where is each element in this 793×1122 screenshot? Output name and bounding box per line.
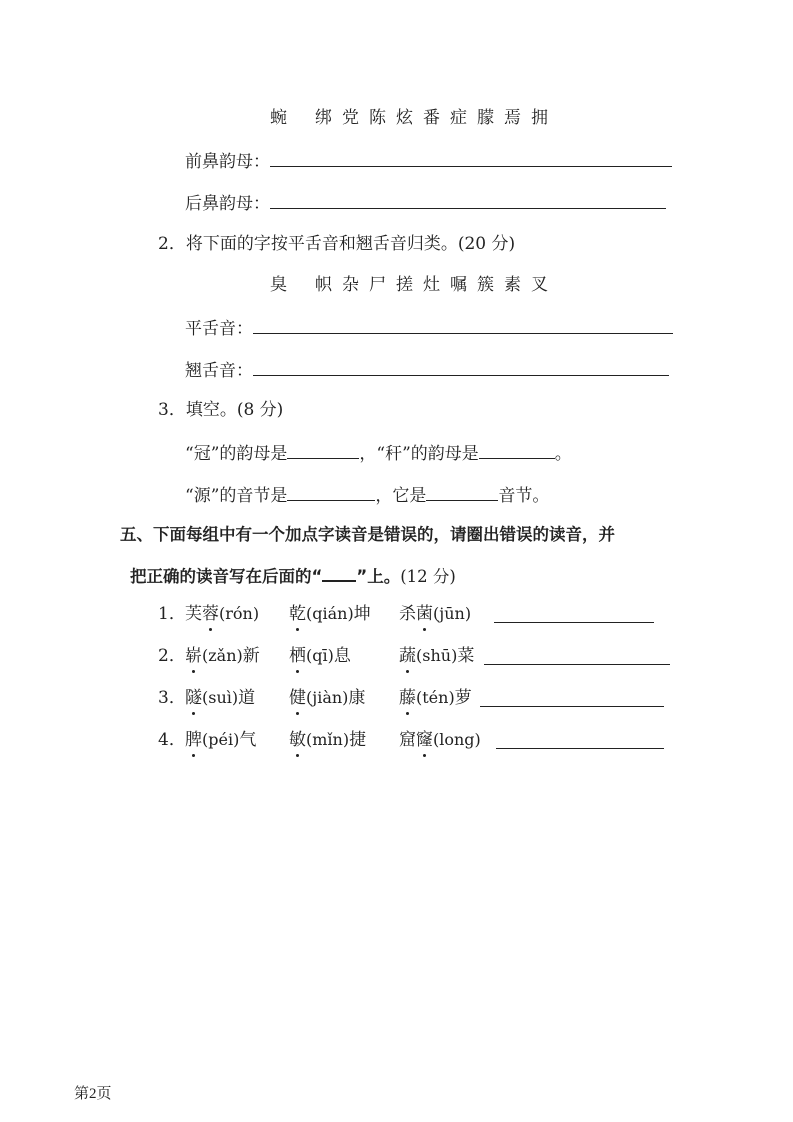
- word-item[interactable]: [289, 686, 365, 710]
- front-nasal-row: [185, 148, 672, 174]
- word-item[interactable]: [289, 728, 366, 752]
- word-char: 息: [333, 646, 351, 666]
- title-text: ”上。: [356, 567, 401, 586]
- fill-text: “冠”的韵母是: [185, 444, 288, 464]
- pinyin: (long): [433, 730, 481, 749]
- answer-blank-sample: [322, 566, 356, 582]
- word-item[interactable]: [185, 602, 259, 626]
- correction-answer-line[interactable]: [494, 604, 654, 623]
- pinyin-row: [158, 644, 475, 668]
- pinyin-row: [158, 686, 472, 710]
- pinyin: (mǐn): [306, 730, 350, 749]
- row-number: 3．: [158, 688, 186, 708]
- word-item[interactable]: [185, 644, 260, 668]
- correction-answer-line[interactable]: [484, 646, 670, 665]
- pinyin-row: [158, 728, 481, 752]
- title-score: (12 分): [400, 567, 456, 586]
- retroflex-label: 翘舌音：: [185, 361, 253, 381]
- fill-blank[interactable]: [287, 482, 375, 501]
- word-char: 芙: [185, 604, 202, 624]
- fill-blank[interactable]: [426, 482, 498, 501]
- char: 帜: [315, 275, 332, 295]
- question-2: 2．将下面的字按平舌音和翘舌音归类。(20 分): [158, 234, 516, 254]
- word-char: 捷: [349, 730, 367, 750]
- char: 灶: [423, 275, 440, 295]
- dotted-char: 菌: [416, 604, 433, 624]
- word-item[interactable]: [185, 686, 255, 710]
- pinyin: (suì): [202, 688, 239, 707]
- dotted-char: 敏: [289, 730, 306, 750]
- char: 簇: [477, 275, 494, 295]
- dotted-char: 蓉: [202, 604, 219, 624]
- row-number: 1．: [158, 604, 186, 624]
- char: 番: [423, 108, 440, 128]
- fill-text: 。: [554, 444, 572, 464]
- dotted-char: 藤: [399, 688, 416, 708]
- word-item[interactable]: [399, 686, 472, 710]
- correction-answer-line[interactable]: [480, 688, 664, 707]
- front-nasal-label: 前鼻韵母：: [185, 152, 270, 172]
- fill-text: “源”的音节是: [185, 486, 288, 506]
- char: 焉: [504, 108, 521, 128]
- page-number: 第2页: [74, 1086, 112, 1102]
- char: 搓: [396, 275, 413, 295]
- retroflex-answer-line[interactable]: [253, 357, 669, 376]
- pinyin: (tén): [416, 688, 455, 707]
- question-3: 3．填空。(8 分): [158, 400, 284, 420]
- fill-row-2: [185, 482, 549, 508]
- dotted-char: 蔬: [399, 646, 416, 666]
- flat-tongue-label: 平舌音：: [185, 319, 253, 339]
- word-char: 康: [348, 688, 366, 708]
- pinyin: (péi): [202, 730, 240, 749]
- word-char: 新: [242, 646, 260, 666]
- char-list-tongue: [270, 273, 558, 297]
- pinyin: (jūn): [433, 604, 472, 623]
- word-item[interactable]: [185, 728, 256, 752]
- pinyin: (jiàn): [306, 688, 349, 707]
- fill-text: 音节。: [498, 486, 550, 506]
- flat-tongue-answer-line[interactable]: [253, 315, 673, 334]
- word-char: 坤: [353, 604, 371, 624]
- word-char: 气: [239, 730, 257, 750]
- back-nasal-answer-line[interactable]: [270, 190, 666, 209]
- word-item[interactable]: [289, 644, 351, 668]
- char: 绑: [315, 108, 332, 128]
- word-item[interactable]: [399, 728, 481, 752]
- fill-text: ，它是: [375, 486, 427, 506]
- correction-answer-line[interactable]: [496, 730, 664, 749]
- dotted-char: 栖: [289, 646, 306, 666]
- word-char: 窟: [399, 730, 416, 750]
- char: 尸: [369, 275, 386, 295]
- dotted-char: 窿: [416, 730, 433, 750]
- char-list-nasal: [270, 106, 558, 130]
- char: 朦: [477, 108, 494, 128]
- fill-blank[interactable]: [287, 440, 359, 459]
- row-number: 4．: [158, 730, 186, 750]
- word-item[interactable]: [399, 644, 474, 668]
- char: 炫: [396, 108, 413, 128]
- dotted-char: 隧: [185, 688, 202, 708]
- dotted-char: 乾: [289, 604, 306, 624]
- section-5-title: 五、下面每组中有一个加点字读音是错误的，请圈出错误的读音，并: [120, 525, 615, 544]
- char: 陈: [369, 108, 386, 128]
- fill-row-1: [185, 440, 572, 466]
- char: 臭: [270, 275, 287, 295]
- word-char: 道: [238, 688, 256, 708]
- word-item[interactable]: [289, 602, 371, 626]
- front-nasal-answer-line[interactable]: [270, 148, 672, 167]
- char: 拥: [531, 108, 548, 128]
- dotted-char: 健: [289, 688, 306, 708]
- word-char: 菜: [457, 646, 475, 666]
- pinyin: (qī): [306, 646, 334, 665]
- char: 素: [504, 275, 521, 295]
- row-number: 2．: [158, 646, 186, 666]
- title-text: 把正确的读音写在后面的“: [130, 567, 323, 586]
- char: 叉: [531, 275, 548, 295]
- char: 杂: [342, 275, 359, 295]
- flat-tongue-row: [185, 315, 673, 341]
- back-nasal-row: [185, 190, 666, 216]
- dotted-char: 崭: [185, 646, 202, 666]
- pinyin: (rón): [219, 604, 260, 623]
- fill-text: ，“秆”的韵母是: [359, 444, 479, 464]
- char: 嘱: [450, 275, 467, 295]
- pinyin-row: [158, 602, 472, 626]
- word-char: 萝: [454, 688, 472, 708]
- pinyin: (zǎn): [202, 646, 243, 665]
- pinyin: (qián): [306, 604, 354, 623]
- section-5-title-cont: [130, 565, 456, 589]
- pinyin: (shū): [416, 646, 458, 665]
- retroflex-row: [185, 357, 669, 383]
- word-item[interactable]: [399, 602, 471, 626]
- char: 症: [450, 108, 467, 128]
- back-nasal-label: 后鼻韵母：: [185, 194, 270, 214]
- word-char: 杀: [399, 604, 416, 624]
- dotted-char: 脾: [185, 730, 202, 750]
- fill-blank[interactable]: [479, 440, 555, 459]
- char: 党: [342, 108, 359, 128]
- char: 蜿: [270, 108, 287, 128]
